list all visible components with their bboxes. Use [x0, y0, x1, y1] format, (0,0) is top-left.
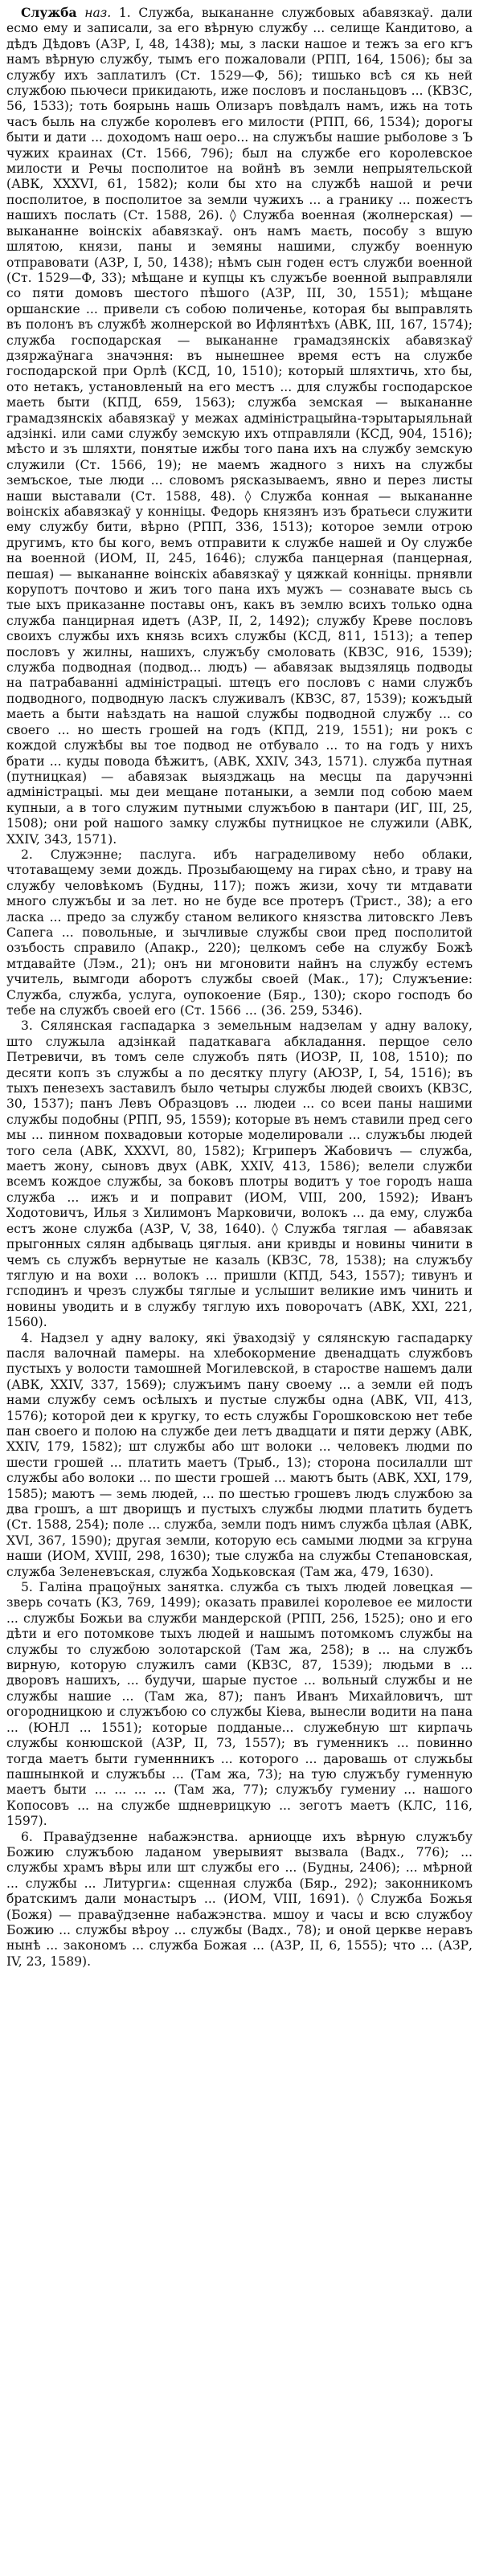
- sense-1-text: 1. Служба, выкананне службовых абавязкаў. дали есмо ему и записали, за его вѣрную службу ... селище Кандитово, а дѣдъ Дѣдовъ (АЗР, І, 48, 1438); мы, з ласки нашое и тежъ за его кгъ намъ вѣрную службу, тымъ его пожаловали (РПП, 164, 1506); бы за службу ихъ заплатилъ (Ст. 1529—Ф, 56); тишько всѣ ся кь ней службою пьючеси прикидають, иже пословъ и посланьцовъ ... (КВЗС, 56, 1533); тоть боярынь нашь Олизаръ повѣдалъ намъ, ижь на тоть часъ быль на службе королевъ его милости (РПП, 66, 1534); дорогы быти и дати ... доходомъ наш оеро... на служъбы нашие рыболове з Ъ чужих краинах (Ст. 1566, 796); был на службе его королевское милости и Речы посполитое на войнѣ въ земли непрыятельской (АВК, XXXVI, 61, 1582); коли бы хто на службѣ нашой и речи посполитое, в посполитое за земли чужихъ ... а гранику ... пожестъ нашихъ послать (Ст. 1588, 26). ◊ Служба военная (жолнерская) — выкананне воінскіх абавязкаў. онъ намъ маєть, пособу з вшую шлятою, князи, паны и земяны нашими, службу военную отправовати (АЗР, І, 50, 1438); нѣмъ сын годен естъ служби военной (Ст. 1529—Ф, 33); мѣщане и купцы къ служъбе военной выправляли со пяти домовъ шестого пѣшого (АЗР, ІІІ, 30, 1551); мѣщане оршанские ... привели съ собою поличенье, которая бы выправлять въ полонъ въ службѣ жолнерской во Ифлянтѣхъ (АВК, ІІІ, 167, 1574); служба господарская — выкананне грамадзянскіх абавязкаў дзяржаўнага значэння: въ нынешнее время естъ на службе господарской при Орлѣ (КСД, 10, 1510); который шляхтичь, хто бы, ото нетакъ, установленый на его местъ ... для службы господарское маеть быти (КПД, 659, 1563); служба земская — выкананне грамадзянскіх абавязкаў у межах адміністрацыйна-тэрытарыяльнай адзінкі. или сами службу земскую ихъ отправляли (КСД, 904, 1516); мѣсто и зъ шляхти, понятые ижбы того пана ихъ на службу земскую служили (Ст. 1566, 19); не маемъ жадного з нихъ на службы земъское, тые люди ... словомъ рясказываемъ, явно и перез листы наши выставали (Ст. 1588, 48). ◊ Служба конная — выкананне воінскіх абавязкаў у коннiцы. Федорь князянъ изъ братьеси служити ему службу бити, вѣрно (РПП, 336, 1513); которое земли отрою другимъ, кто бы кого, вемъ отправити к службе нашей и Оу службе на военной (ИОМ, ІІ, 245, 1646); служба панцерная (панцерная, пешая) — выкананне воінскіх абавязкаў у цяжкай коннiцы. прнявли корупотъ почтово и жиъ того пана ихъ мужъ — сознавате высь сь тые ыхъ приказанне поставы онъ, какъ въ землю всихъ только одна служба панцирная идетъ (АЗР, ІІ, 2, 1492); службу Креве пословъ своихъ службы ихъ князь всихъ службы (КСД, 811, 1513); а тепер пословъ у жилны, нашихъ, служъбу смоловать (КВЗС, 916, 1539); служба подводная (подвод... людъ) — абавязак выдзяляць подводы на патрабаванні адміністрацыі. штецъ его пословъ с нами службъ подводного, подводную ласкъ служивалъ (КВЗС, 87, 1539); кожъдый маеть а быти наѣздать на нашой службы подводной службу ... со своего ... но шесть грошей на годъ (КПД, 219, 1551); ни рокъ с кождой служѣбы вы тое подвод не отбувало ... то на годъ у нихъ брати ... куды повода бѣжитъ, (АВК, ХХІV, 343, 1571). служба путная (путницкая) — абавязак выязджаць на месцы па даручэнні адміністрацыі. мы деи мещане потаныки, а земли под собою маем купныи, а в того служим путными служъбою в пантари (ИГ, ІІІ, 25, 1508); они рой нашого замку службы путницкое не служили (АВК, ХХІV, 343, 1571).: [6, 6, 473, 847]
- entry-grammar: наз.: [84, 6, 112, 20]
- entry-paragraph-2: 2. Служэнне; паслуга. ибъ награделивому небо облаки, чтотаващему земи дождь. Прозыбающему на гирах сѣно, и траву на службу человѣкомъ (Будны, 117); пожъ жизи, хочу ти мтдавати много служъбы и за лет. но не буде все протеръ (Трист., 38); а его ласка ... предо за службу станом великого князства литовскго Левъ Сапега ... повольные, и зычливые службы свои пред посполитой озъбость справило (Апакр., 220); целкомъ себе на службу Божѣ мтдавайте (Лэм., 21); онъ ни мгоновити найнъ на службу естемъ учитель, вымгоди аборотъ службы своей (Мак., 17); Служъение: Служба, служба, услуга, оупокоение (Бяр., 130); скоро господъ бо тебе на службъ своей его (Ст. 1566 ... (36. 259, 5346).: [6, 847, 473, 1018]
- entry-paragraph-4: 4. Надзел у адну валоку, які ўваходзіў у сялянскую гаспадарку пасля валочнай памеры. на хлебокормение двенадцать службовъ пустыхъ у волости тамошней Могилевской, в старостве нашемъ дали (АВК, ХХІV, 337, 1569); служъимъ пану своему ... а земли ей подъ нами службу семъ осѣлыхъ и пустые службы одна (АВК, VІІ, 413, 1576); которой деи к кругку, то есть службы Горошковскою нет тебе пан своего и полою на службе деи летъ двадцати и пяти держу (АВК, ХХІV, 179, 1582); шт службы або шт волоки ... человекъ людми по шести грошей ... платить маетъ (Трыб., 13); сторона посилалли шт службы або волоки ... по шести грошей ... маютъ быть (АВК, ХХІ, 179, 1585); маютъ — земь людей, ... по шестью грошевъ людъ службою за два грошъ, а шт дворищъ и пустыхъ службы людми платить будетъ (Ст. 1588, 254); поле ... служба, земли подъ нимъ служба цѣлая (АВК, ХVІ, 367, 1590); другая земли, которую есь самыми людми за кгруна наши (ИОМ, ХVІІІ, 298, 1630); тые служба на службы Степановская, служба Зеленевъская, служба Ходьковская (Там жа, 479, 1630).: [6, 1330, 473, 1579]
- entry-paragraph-1: [6, 5, 473, 847]
- entry-paragraph-5: 5. Галіна працоўных занятка. служба съ тыхъ людей ловецкая — зверь сочать (КЗ, 769, 1499); оказать правилеі королевое ее милости ... службы Божьи ва служби мандерской (РПП, 256, 1525); оно и его дѣти и его потомкове тыхъ людей и нашымъ потомкомъ службы на службы то службою золотарской (Там жа, 258); в ... на службъ вирную, которую служилъ сами (КВЗС, 87, 1539); людьми в ... дворовъ нашихъ, ... будучи, шарые пустое ... вольный службы и не службы нашие ... (Там жа, 87); панъ Иванъ Михайловичъ, шт огородницкою и служъбою со службы Кіева, вынесли водити на пана ... (ЮНЛ ... 1551); которые подданые... служебную шт кирпачь службы конюшской (АЗР, ІІ, 73, 1557); въ гуменникъ ... повинно тогда маетъ быти гуменнникъ ... которого ... даровашь от служьбы пашнынкой и служъбы ... (Там жа, 73); на тую служъбу гуменную маетъ быти ... ... ... ... (Там жа, 77); служъбу гумениу ... нашого Копосовъ ... на службе шдневрицкую ... зеготъ маетъ (КЛС, 116, 1597).: [6, 1580, 473, 1829]
- entry-headword: Служба: [21, 5, 77, 20]
- entry-paragraph-6: 6. Праваўдзенне набажэнства. арниоцце ихъ вѣрную служъбу Божию служъбою ладаном уверывият вызвала (Вадх., 776); ... службы храмъ вѣры или шт службы его ... (Будны, 2406); ... мѣрной ... службы ... Литургиѧ: сщенная служба (Бяр., 292); законникомъ братскимъ дали монастыръ ... (ИОМ, VІІІ, 1691). ◊ Служба Божья (Божя) — праваўдзенне набажэнства. мшоу и часы и всю службоу Божию ... службы вѣроу ... службы (Вадх., 78); и оной церкве неравъ нынѣ ... закономъ ... служба Божая ... (АЗР, ІІ, 6, 1555); что ... (АЗР, ІV, 23, 1589).: [6, 1829, 473, 1969]
- dictionary-entry: [6, 5, 473, 1970]
- entry-paragraph-3: 3. Сялянская гаспадарка з земельным надзелам у адну валоку, што служыла адзінкай падаткавага абкладання. перщое село Петревичи, въ томъ селе служобъ пять (ИОЗР, ІІ, 108, 1510); по десяти копъ зъ службы а по десятку плугу (АЮЗР, І, 54, 1516); въ тыхъ пенезехъ заставилъ было четыры службы людей своихъ (КВЗС, 30, 1537); панъ Левъ Образцовъ ... людеи ... со всеи паны нашими службы подобны (РПП, 95, 1559); которые въ немъ ставили пред сего мы ... пинном похвадовыи которые моделировали ... служъбы людей того села (АВК, ХХХVІ, 80, 1582); Кгриперъ Жабовичъ — служба, маетъ жону, сыновъ двух (АВК, ХХІV, 413, 1586); велели служби всемъ кождое службы, за боковъ плотры водитъ у тое городъ наша служба ... ижъ и и поправит (ИОМ, VІІІ, 200, 1592); Иванъ Ходотовичъ, Илья з Хилимонъ Марковичи, волокъ ... да ему, служба естъ жоне служба (АЗР, V, 38, 1640). ◊ Служба тяглая — абавязак прыгонных сялян адбываць цяглыя. ани кривды и новины чинити в чемъ сь службъ вернутые не казаль (КВЗС, 78, 1538); на служъбу тяглую и на вохи ... волокъ ... пришли (КПД, 543, 1557); тивунъ и гсподинъ и чрезъ службы тяглые и услышит великие имъ чинить и новины уводить и в службу тяглую ихъ поворочатъ (АВК, ХХІ, 221, 1560).: [6, 1019, 473, 1330]
